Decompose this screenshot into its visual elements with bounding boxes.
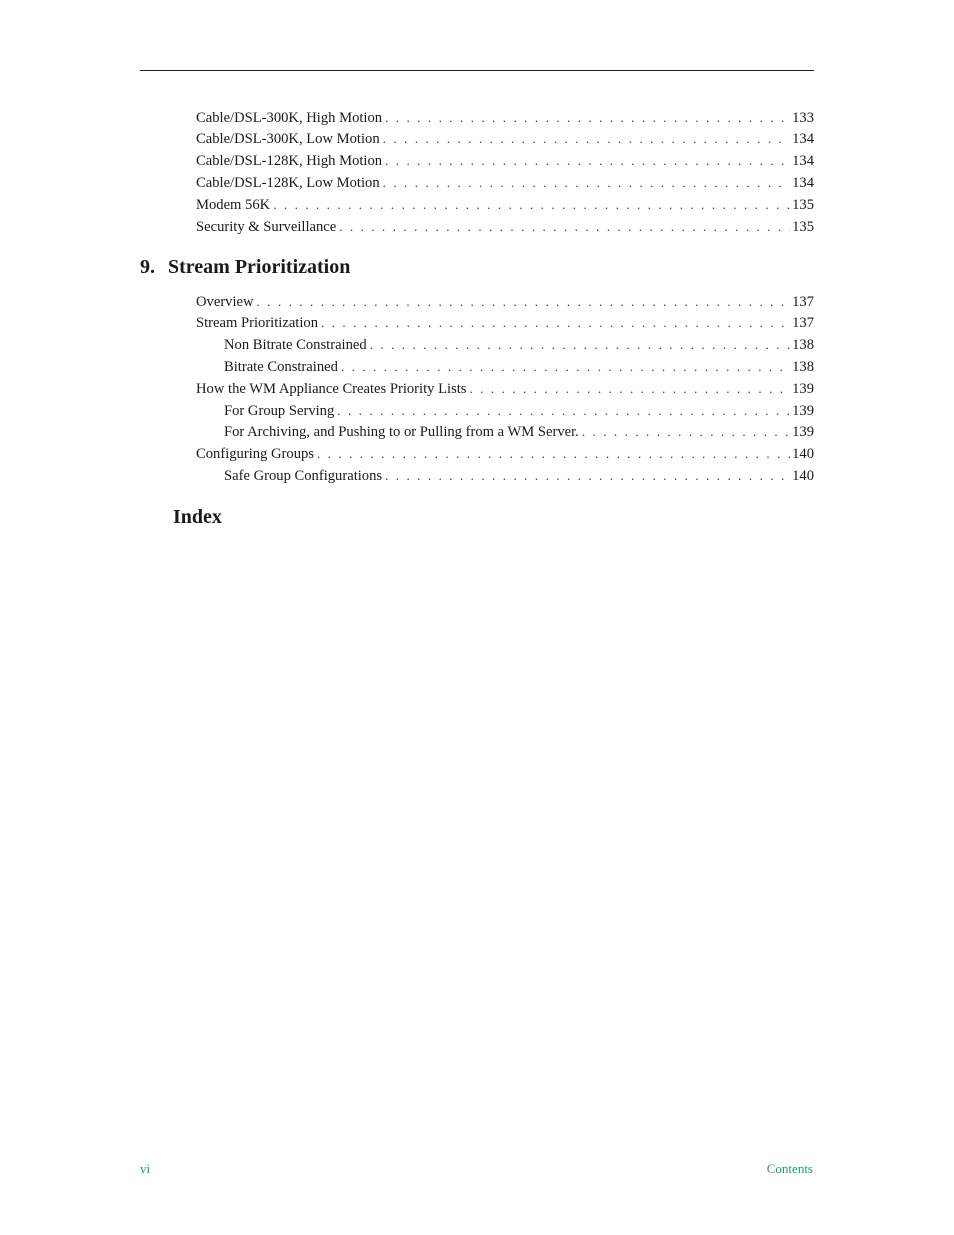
- toc-entry-title: Cable/DSL-300K, Low Motion: [196, 131, 380, 147]
- toc-entry-page: 140: [792, 446, 814, 462]
- toc-entry-page: 138: [792, 337, 814, 353]
- header-rule: [140, 70, 814, 71]
- chapter-heading[interactable]: [140, 255, 350, 279]
- dot-leader: [317, 444, 790, 464]
- dot-leader: [370, 335, 790, 355]
- toc-subentry[interactable]: [224, 422, 814, 442]
- toc-entry-title: For Archiving, and Pushing to or Pulling from a WM Server.: [224, 424, 579, 440]
- toc-entry-title: Overview: [196, 294, 254, 310]
- toc-entry-page: 139: [792, 403, 814, 419]
- toc-entry[interactable]: [196, 313, 814, 333]
- toc-entry[interactable]: [196, 108, 814, 128]
- dot-leader: [385, 108, 790, 128]
- toc-entry-title: Security & Surveillance: [196, 219, 337, 235]
- toc-subentry[interactable]: [224, 466, 814, 486]
- dot-leader: [321, 313, 790, 333]
- dot-leader: [341, 357, 790, 377]
- toc-entry-title: Stream Prioritization: [196, 315, 318, 331]
- footer-page-number: vi: [140, 1161, 151, 1176]
- dot-leader: [582, 422, 790, 442]
- index-heading[interactable]: [173, 505, 222, 529]
- chapter-number: 9.: [140, 256, 155, 278]
- toc-entry-page: 138: [792, 359, 814, 375]
- toc-subentry[interactable]: [224, 401, 814, 421]
- toc-entry[interactable]: [196, 292, 814, 312]
- toc-entry-page: 134: [792, 175, 814, 191]
- toc-entry[interactable]: [196, 444, 814, 464]
- toc-subentry[interactable]: [224, 357, 814, 377]
- toc-entry-title: Bitrate Constrained: [224, 359, 338, 375]
- toc-entry-page: 137: [792, 294, 814, 310]
- toc-entry-page: 135: [792, 219, 814, 235]
- dot-leader: [337, 401, 790, 421]
- dot-leader: [385, 466, 790, 486]
- toc-entry-title: Safe Group Configurations: [224, 468, 383, 484]
- toc-entry-title: How the WM Appliance Creates Priority Lists: [196, 381, 467, 397]
- toc-entry-title: Cable/DSL-128K, High Motion: [196, 153, 383, 169]
- toc-entry-page: 139: [792, 381, 814, 397]
- chapter-title: Stream Prioritization: [168, 256, 351, 278]
- toc-entry-title: Non Bitrate Constrained: [224, 337, 367, 353]
- toc-entry[interactable]: [196, 173, 814, 193]
- toc-entry-page: 137: [792, 315, 814, 331]
- toc-entry-title: For Group Serving: [224, 403, 335, 419]
- toc-entry-page: 139: [792, 424, 814, 440]
- toc-entry-page: 135: [792, 197, 814, 213]
- toc-entry[interactable]: [196, 195, 814, 215]
- dot-leader: [385, 151, 790, 171]
- dot-leader: [383, 173, 790, 193]
- toc-entry-title: Configuring Groups: [196, 446, 314, 462]
- toc-entry-page: 133: [792, 110, 814, 126]
- dot-leader: [257, 292, 791, 312]
- toc-entry-title: Modem 56K: [196, 197, 271, 213]
- toc-entry-title: Cable/DSL-300K, High Motion: [196, 110, 383, 126]
- toc-entry[interactable]: [196, 151, 814, 171]
- toc-entry[interactable]: [196, 129, 814, 149]
- dot-leader: [469, 379, 790, 399]
- toc-entry-page: 140: [792, 468, 814, 484]
- index-title: Index: [173, 506, 222, 528]
- dot-leader: [273, 195, 790, 215]
- toc-entry-title: Cable/DSL-128K, Low Motion: [196, 175, 380, 191]
- toc-entry-page: 134: [792, 131, 814, 147]
- toc-subentry[interactable]: [224, 335, 814, 355]
- dot-leader: [383, 129, 790, 149]
- footer-section-label: Contents: [766, 1161, 813, 1176]
- toc-entry[interactable]: [196, 379, 814, 399]
- toc-entry-page: 134: [792, 153, 814, 169]
- dot-leader: [339, 217, 790, 237]
- toc-entry[interactable]: [196, 217, 814, 237]
